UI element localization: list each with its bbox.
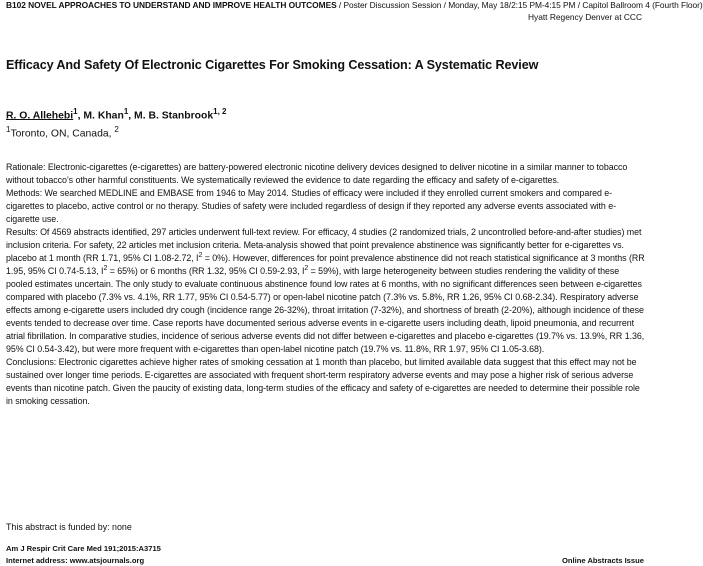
author-affil-sup: 1, 2: [213, 107, 227, 116]
affil-text: Toronto, ON, Canada,: [10, 128, 115, 140]
affil-sup: 2: [114, 125, 119, 134]
rationale-paragraph: Rationale: Electronic-cigarettes (e-cigarettes) are battery-powered electronic nicotine delivery devices designed to deliver nicotine in a similar manner to tobacco without tobacco’s other harmful constituents. We systematically reviewed the evidence to date regarding the efficacy and safety of e-cigarettes.: [6, 162, 628, 185]
internet-address: Internet address: www.atsjournals.org: [6, 556, 145, 565]
issue-label: Online Abstracts Issue: [561, 556, 644, 565]
abstract-title: Efficacy And Safety Of Electronic Cigarettes For Smoking Cessation: A Systematic Review: [6, 58, 539, 72]
author-affil-sup: 1: [73, 107, 78, 116]
funding-statement: This abstract is funded by: none: [6, 522, 132, 532]
author-affil-sup: 1: [123, 107, 129, 116]
session-details: / Poster Discussion Session / Monday, May 18/2:15 PM-4:15 PM / Capitol Ballroom 4 (Fourth Floor): [336, 0, 703, 10]
session-header: [6, 0, 703, 10]
results-text: = 0%). However, differences for point prevalence abstinence did not reach statistical significance at 3 months (RR 1.95, 95% CI 0.74-5.13, I: [6, 253, 645, 276]
superscript: 2: [198, 252, 203, 259]
superscript: 2: [103, 265, 108, 272]
conclusions-paragraph: Conclusions: Electronic cigarettes achieve higher rates of smoking cessation at 1 month than placebo, but limited available data suggest that this effect may not be sustained over longer time periods. E-cigarettes are associated with frequent short-term respiratory adverse events and may pose a higher risk of serious adverse events than nicotine patch. Given the paucity of existing data, long-term studies of the efficacy and safety of e-cigarettes are needed to determine their possible role in smoking cessation.: [6, 357, 640, 406]
results-text: = 65%) or 6 months (RR 1.32, 95% CI 0.59-2.93, I: [107, 266, 305, 276]
superscript: 2: [304, 265, 309, 272]
author-name: M. Khan: [83, 110, 124, 122]
venue: Hyatt Regency Denver at CCC: [527, 12, 642, 22]
affil-sup: 1: [6, 125, 11, 134]
session-code: B102 NOVEL APPROACHES TO UNDERSTAND AND IMPROVE HEALTH OUTCOMES: [6, 0, 337, 10]
affiliation: [6, 125, 119, 139]
abstract-body: [6, 161, 646, 408]
methods-paragraph: Methods: We searched MEDLINE and EMBASE from 1946 to May 2014. Studies of efficacy were included if they enrolled current smokers and compared e-cigarettes to placebo, active control or no therapy. Studies of safety were included regardless of design if they reported any adverse events associated with e-cigarette use.: [6, 188, 616, 224]
results-text: Results: Of 4569 abstracts identified, 297 articles underwent full-text review. For efficacy, 4 studies (2 randomized trials, 2 uncontrolled before-and-after studies) met inclusion criteria. For safety, 22 articles met inclusion criteria. Meta-analysis showed that point prevalence abstinence was significantly better for e-cigarettes vs. placebo at 1 month (RR 1.71, 95% CI 1.08-2.72, I: [6, 227, 642, 263]
results-text: = 59%), with large heterogeneity between studies rendering the validity of these pooled estimates uncertain. The only study to evaluate continuous abstinence found low rates at 6 months, with no significant differences seen between e-cigarettes compared with placebo (7.3% vs. 4.1%, RR 1.77, 95% CI 0.54-5.77) or open-label nicotine patch (7.3% vs. 5.8%, RR 1.26, 95% CI 0.68-2.34). Respiratory adverse effects among e-cigarette users included dry cough (incidence range 26-32%), throat irritation (7-32%), and shortness of breath (2-20%), although incidence of these events tended to decrease over time. Case reports have documented serious adverse events in e-cigarette users including death, lipoid pneumonia, and recurrent atrial fibrillation. In comparative studies, incidence of serious adverse events did not differ between e-cigarettes and placebo e-cigarettes (19.7% vs. 13.9%, RR 1.36, 95% CI 0.54-3.42), but were more frequent with e-cigarettes than open-label nicotine patch (19.7% vs. 11.8%, RR 1.97, 95% CI 1.05-3.68).: [6, 266, 645, 354]
author-list: R. O. Allehebi$^1$, M. Khan$^1$, M. B. Stanbrook$^{1, 2}$: [6, 107, 227, 122]
author-name: M. B. Stanbrook: [134, 110, 214, 122]
results-paragraph: [6, 226, 646, 356]
author-name: R. O. Allehebi: [6, 110, 74, 122]
journal-citation: Am J Respir Crit Care Med 191;2015:A3715: [6, 544, 161, 553]
